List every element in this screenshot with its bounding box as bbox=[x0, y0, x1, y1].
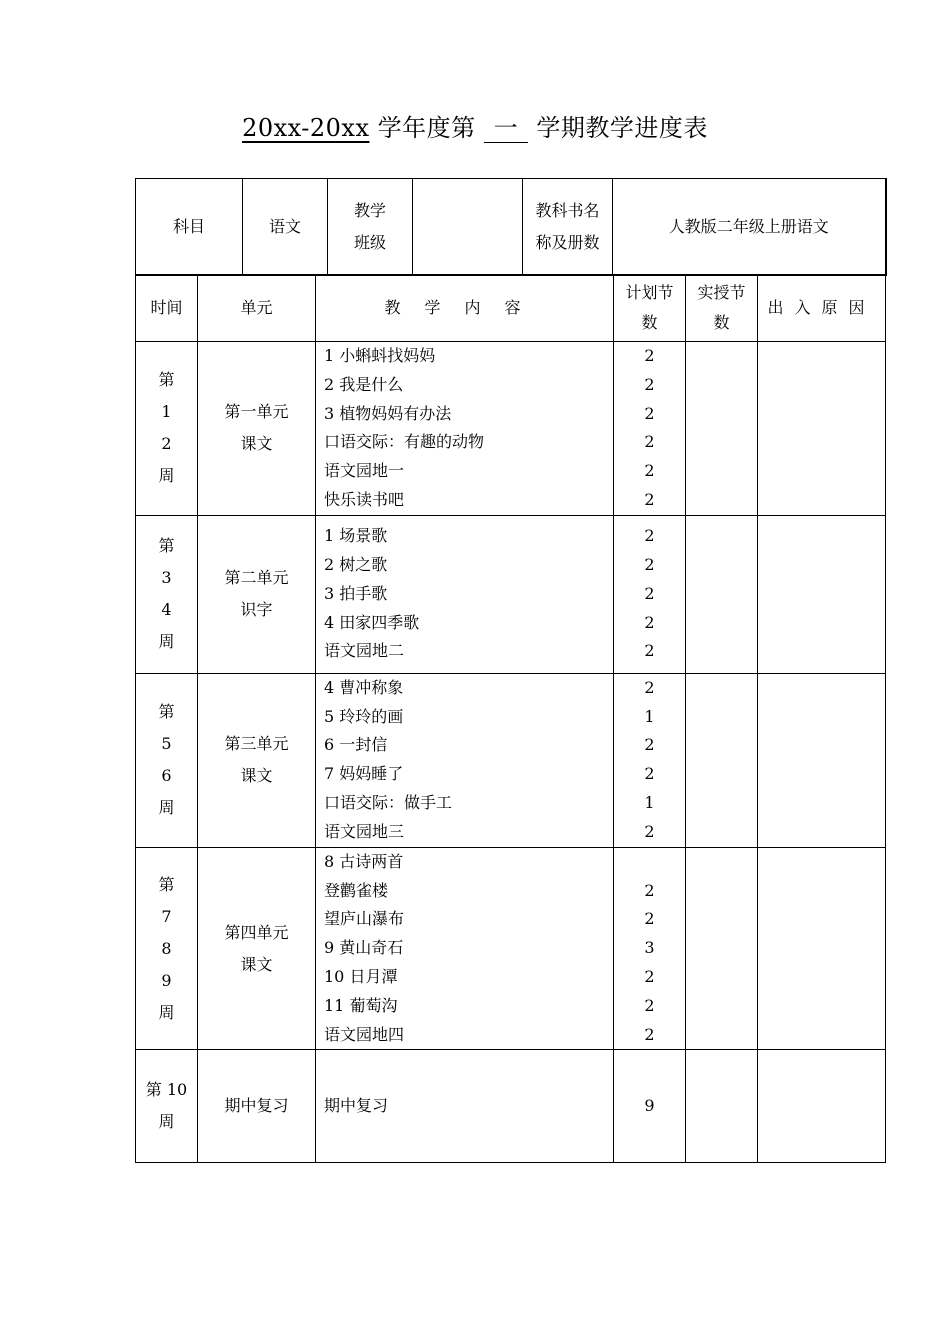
week-line: 周 bbox=[158, 798, 175, 818]
planned-value: 2 bbox=[644, 374, 655, 394]
planned-value: 3 bbox=[644, 938, 655, 958]
content-cell bbox=[316, 342, 614, 516]
actual-cell bbox=[686, 1050, 758, 1163]
planned-value: 2 bbox=[644, 346, 655, 365]
reason-cell bbox=[758, 847, 886, 1050]
lesson-item: 4 曹冲称象 bbox=[324, 677, 404, 697]
header-time: 时间 bbox=[136, 275, 198, 342]
planned-value: 9 bbox=[644, 1095, 655, 1115]
planned-value: 2 bbox=[644, 612, 655, 632]
header-planned-line-2: 数 bbox=[641, 313, 658, 332]
planned-value: 2 bbox=[644, 821, 655, 841]
week-line: 5 bbox=[161, 734, 172, 754]
actual-cell bbox=[686, 515, 758, 673]
title-term: 一 bbox=[484, 114, 529, 143]
unit-cell bbox=[198, 515, 316, 673]
title-year-range: 20xx-20xx bbox=[242, 114, 370, 142]
week-line: 第 bbox=[158, 702, 175, 722]
table-row bbox=[136, 342, 886, 516]
week-line: 第 bbox=[158, 536, 175, 556]
title-suffix: 学期教学进度表 bbox=[536, 114, 708, 142]
planned-value: 2 bbox=[644, 403, 655, 423]
lesson-item: 口语交际：有趣的动物 bbox=[324, 432, 485, 452]
title-mid: 学年度第 bbox=[377, 114, 476, 142]
book-label-line-2: 称及册数 bbox=[535, 233, 600, 252]
week-line: 3 bbox=[161, 568, 172, 588]
planned-value: 2 bbox=[644, 880, 655, 900]
lesson-item: 11 葡萄沟 bbox=[324, 995, 398, 1015]
week-line: 周 bbox=[158, 1112, 175, 1132]
planned-value: 2 bbox=[644, 909, 655, 929]
table-row bbox=[136, 847, 886, 1050]
planned-value: 2 bbox=[644, 641, 655, 661]
unit-line: 第一单元 bbox=[224, 402, 289, 422]
actual-cell bbox=[686, 673, 758, 847]
lesson-item: 登鹳雀楼 bbox=[324, 880, 389, 900]
book-label-line-1: 教科书名 bbox=[535, 201, 600, 220]
reason-cell bbox=[758, 673, 886, 847]
lesson-item: 10 日月潭 bbox=[324, 966, 398, 986]
week-cell bbox=[136, 342, 198, 516]
week-line: 1 bbox=[161, 402, 172, 422]
header-actual bbox=[686, 275, 758, 342]
lesson-item: 7 妈妈睡了 bbox=[324, 764, 404, 784]
planned-value: 2 bbox=[644, 764, 655, 784]
unit-line: 第三单元 bbox=[224, 734, 289, 754]
reason-cell bbox=[758, 1050, 886, 1163]
lesson-item: 6 一封信 bbox=[324, 735, 388, 755]
lesson-item: 望庐山瀑布 bbox=[324, 909, 405, 929]
subject-value: 语文 bbox=[243, 179, 328, 276]
planned-value: 2 bbox=[644, 526, 655, 546]
lesson-item: 期中复习 bbox=[324, 1095, 389, 1115]
content-cell bbox=[316, 673, 614, 847]
lesson-item: 3 植物妈妈有办法 bbox=[324, 403, 452, 423]
header-reason: 出入原因 bbox=[758, 275, 886, 342]
content-cell bbox=[316, 1050, 614, 1163]
planned-cell bbox=[614, 847, 686, 1050]
unit-line: 课文 bbox=[240, 434, 273, 454]
planned-value: 1 bbox=[644, 793, 655, 813]
week-line: 周 bbox=[158, 632, 175, 652]
unit-line: 第二单元 bbox=[224, 568, 289, 588]
actual-cell bbox=[686, 342, 758, 516]
planned-cell bbox=[614, 1050, 686, 1163]
lesson-item: 1 场景歌 bbox=[324, 526, 388, 546]
page-title bbox=[0, 108, 950, 143]
week-line: 周 bbox=[158, 466, 175, 486]
week-line: 第 bbox=[158, 874, 175, 894]
info-table bbox=[135, 178, 887, 276]
planned-value: 2 bbox=[644, 583, 655, 603]
lesson-item: 9 黄山奇石 bbox=[324, 938, 404, 958]
unit-line: 识字 bbox=[240, 600, 273, 620]
lesson-item: 3 拍手歌 bbox=[324, 583, 388, 603]
class-label-line-1: 教学 bbox=[353, 201, 386, 220]
week-line: 4 bbox=[161, 600, 172, 620]
week-cell bbox=[136, 1050, 198, 1163]
unit-line: 课文 bbox=[240, 766, 273, 786]
lesson-item: 8 古诗两首 bbox=[324, 851, 404, 871]
book-value: 人教版二年级上册语文 bbox=[613, 179, 886, 276]
week-line: 第 bbox=[158, 370, 175, 390]
planned-value: 1 bbox=[644, 706, 655, 726]
table-row bbox=[136, 515, 886, 673]
planned-value: 2 bbox=[644, 489, 655, 509]
header-planned-line-1: 计划节 bbox=[625, 283, 674, 302]
lesson-item: 快乐读书吧 bbox=[324, 489, 405, 509]
week-line: 8 bbox=[161, 938, 172, 958]
header-unit: 单元 bbox=[198, 275, 316, 342]
lesson-item: 4 田家四季歌 bbox=[324, 612, 420, 632]
class-label bbox=[328, 179, 413, 276]
actual-cell bbox=[686, 847, 758, 1050]
week-line: 7 bbox=[161, 906, 172, 926]
planned-cell bbox=[614, 515, 686, 673]
class-label-line-2: 班级 bbox=[353, 233, 386, 252]
header-actual-line-2: 数 bbox=[713, 313, 730, 332]
week-cell bbox=[136, 847, 198, 1050]
week-line: 2 bbox=[161, 434, 172, 454]
planned-value: 2 bbox=[644, 735, 655, 755]
planned-value: 2 bbox=[644, 555, 655, 575]
week-cell bbox=[136, 673, 198, 847]
unit-line: 课文 bbox=[240, 954, 273, 974]
lesson-item: 口语交际：做手工 bbox=[324, 793, 453, 813]
planned-value: 2 bbox=[644, 966, 655, 986]
lesson-item: 2 树之歌 bbox=[324, 555, 388, 575]
planned-value: 2 bbox=[644, 432, 655, 452]
planned-value: 2 bbox=[644, 461, 655, 481]
planned-value: 2 bbox=[644, 1024, 655, 1044]
week-line: 第 10 bbox=[145, 1080, 188, 1100]
planned-value bbox=[614, 848, 685, 877]
content-cell bbox=[316, 847, 614, 1050]
content-cell bbox=[316, 515, 614, 673]
planned-cell bbox=[614, 673, 686, 847]
subject-label: 科目 bbox=[136, 179, 243, 276]
lesson-item: 1 小蝌蚪找妈妈 bbox=[324, 346, 436, 365]
book-label bbox=[523, 179, 613, 276]
unit-cell bbox=[198, 673, 316, 847]
table-row bbox=[136, 1050, 886, 1163]
class-value bbox=[413, 179, 523, 276]
lesson-item: 2 我是什么 bbox=[324, 374, 404, 394]
header-actual-line-1: 实授节 bbox=[697, 283, 746, 302]
week-line: 9 bbox=[161, 970, 172, 990]
table-row bbox=[136, 673, 886, 847]
unit-cell bbox=[198, 1050, 316, 1163]
lesson-item: 语文园地三 bbox=[324, 821, 405, 841]
unit-cell bbox=[198, 847, 316, 1050]
schedule-table bbox=[135, 274, 886, 1163]
lesson-item: 语文园地二 bbox=[324, 641, 405, 661]
unit-line: 期中复习 bbox=[224, 1096, 289, 1116]
planned-value: 2 bbox=[644, 995, 655, 1015]
week-cell bbox=[136, 515, 198, 673]
planned-value: 2 bbox=[644, 677, 655, 697]
reason-cell bbox=[758, 342, 886, 516]
header-planned bbox=[614, 275, 686, 342]
header-content: 教学内容 bbox=[316, 275, 614, 342]
planned-cell bbox=[614, 342, 686, 516]
lesson-item: 语文园地四 bbox=[324, 1024, 405, 1044]
lesson-item: 语文园地一 bbox=[324, 461, 405, 481]
unit-line: 第四单元 bbox=[224, 922, 289, 942]
week-line: 6 bbox=[161, 766, 172, 786]
unit-cell bbox=[198, 342, 316, 516]
lesson-item: 5 玲玲的画 bbox=[324, 706, 404, 726]
week-line: 周 bbox=[158, 1002, 175, 1022]
reason-cell bbox=[758, 515, 886, 673]
